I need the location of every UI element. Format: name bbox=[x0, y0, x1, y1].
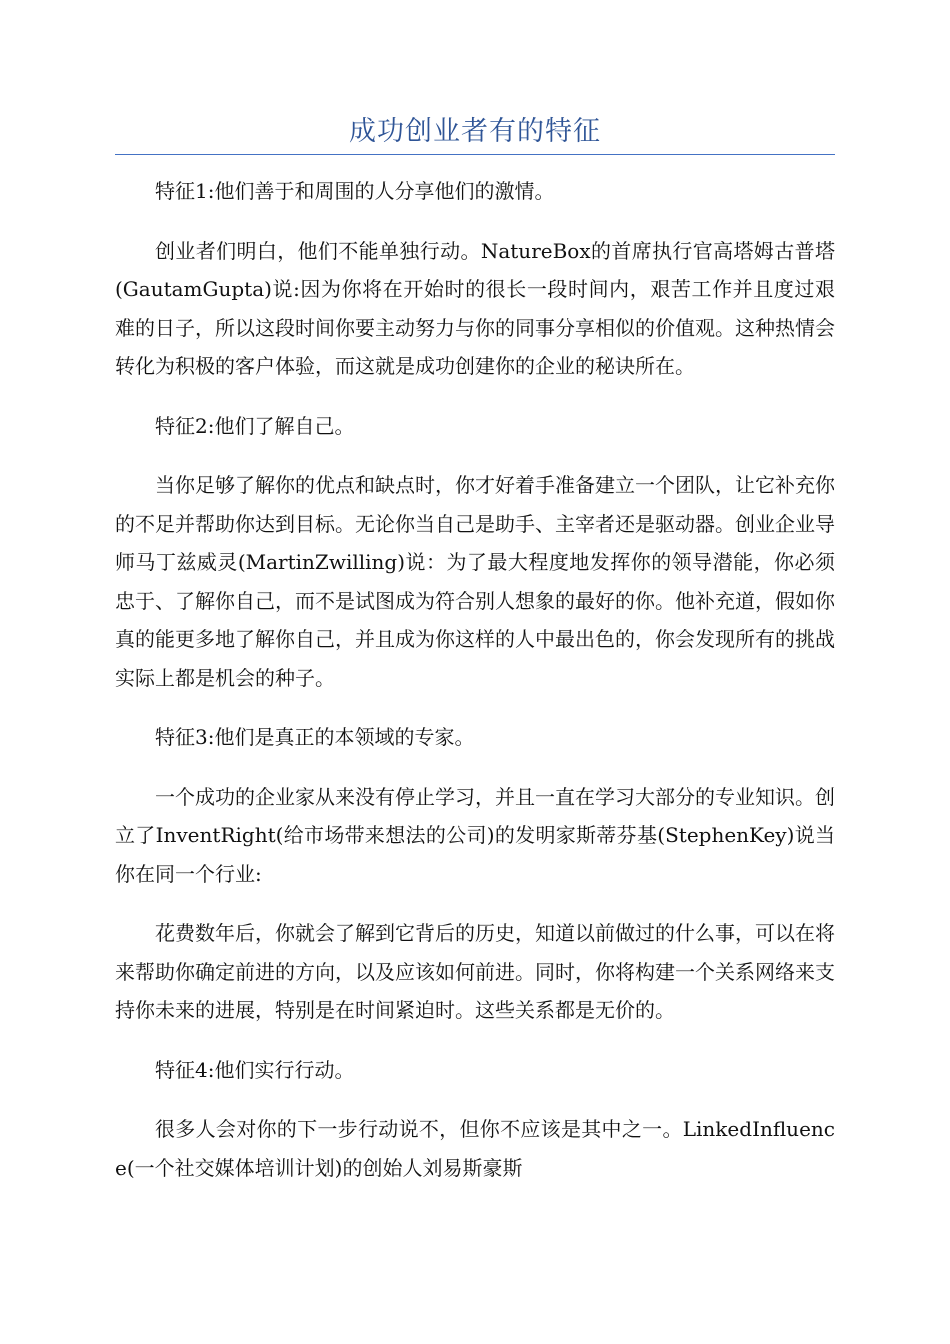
paragraph-feature-2-body: 当你足够了解你的优点和缺点时，你才好着手准备建立一个团队，让它补充你的不足并帮助你达到目标。无论你当自己是助手、主宰者还是驱动器。创业企业导师马丁兹威灵(MartinZwilling)说：为了最大程度地发挥你的领导潜能，你必须忠于、了解你自己，而不是试图成为符合别人想象的最好的你。他补充道，假如你真的能更多地了解你自己，并且成为你这样的人中最出色的，你会发现所有的挑战实际上都是机会的种子。 bbox=[115, 473, 835, 690]
document-body bbox=[115, 172, 835, 1208]
paragraph-feature-1-heading: 特征1:他们善于和周围的人分享他们的激情。 bbox=[155, 179, 555, 203]
paragraph-feature-3-body-continued: 花费数年后，你就会了解到它背后的历史，知道以前做过的什么事，可以在将来帮助你确定前进的方向，以及应该如何前进。同时，你将构建一个关系网络来支持你未来的进展，特别是在时间紧迫时。这些关系都是无价的。 bbox=[115, 921, 835, 1022]
paragraph-feature-2-heading: 特征2:他们了解自己。 bbox=[155, 413, 355, 438]
paragraph-feature-3-body: 一个成功的企业家从来没有停止学习，并且一直在学习大部分的专业知识。创立了InventRight(给市场带来想法的公司)的发明家斯蒂芬基(StephenKey)说当你在同一个行业: bbox=[115, 784, 835, 886]
paragraph-feature-4-heading: 特征4:他们实行行动。 bbox=[155, 1057, 355, 1082]
paragraph-feature-4-body: 很多人会对你的下一步行动说不，但你不应该是其中之一。LinkedInfluence(一个社交媒体培训计划)的创始人刘易斯豪斯 bbox=[115, 1117, 835, 1180]
paragraph-feature-3-heading: 特征3:他们是真正的本领域的专家。 bbox=[155, 725, 475, 749]
title-underline bbox=[115, 154, 835, 155]
paragraph-feature-1-body: 创业者们明白，他们不能单独行动。NatureBox的首席执行官高塔姆古普塔(GautamGupta)说:因为你将在开始时的很长一段时间内，艰苦工作并且度过艰难的日子，所以这段时间你要主动努力与你的同事分享相似的价值观。这种热情会转化为积极的客户体验，而这就是成功创建你的企业的秘诀所在。 bbox=[115, 238, 835, 378]
document-title: 成功创业者有的特征 bbox=[349, 116, 601, 147]
